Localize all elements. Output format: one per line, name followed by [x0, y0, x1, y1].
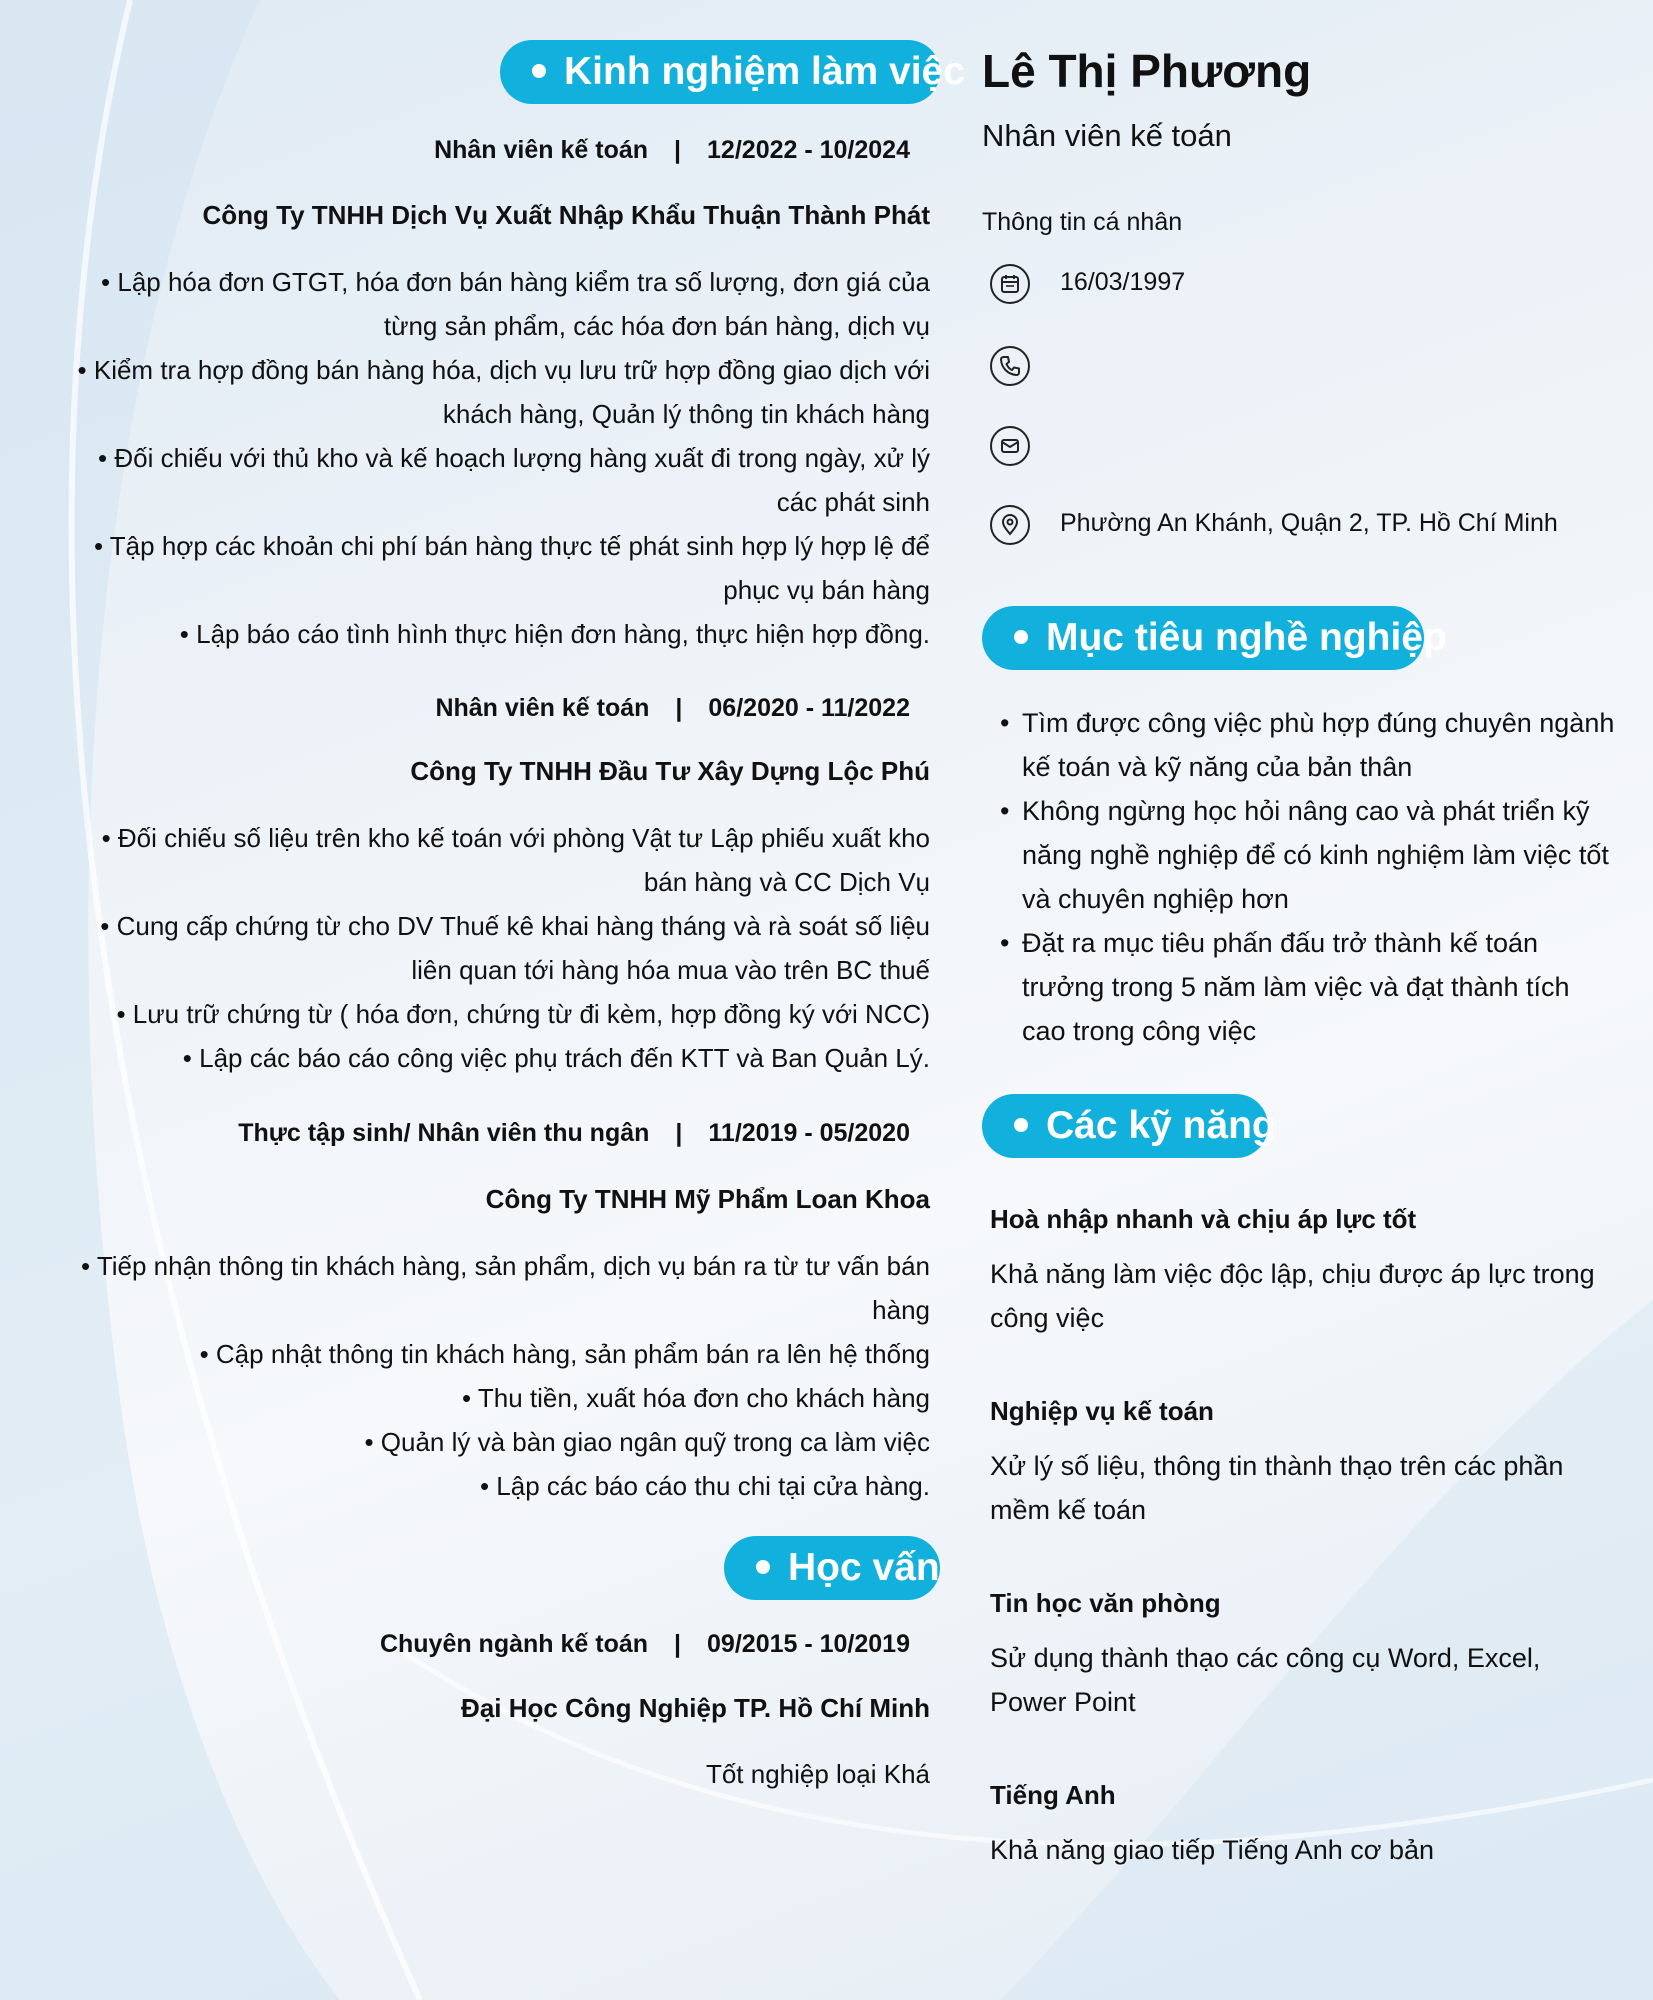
job-line: • Lập báo cáo tình hình thực hiện đơn hàng, thực hiện hợp đồng. — [179, 619, 930, 649]
calendar-icon — [990, 264, 1030, 304]
job-line: • Lập các báo cáo thu chi tại cửa hàng. — [479, 1471, 930, 1501]
education-start: 09/2015 — [707, 1630, 798, 1658]
skill-name: Hoà nhập nhanh và chịu áp lực tốt — [990, 1204, 1417, 1234]
skill-description: Sử dụng thành thạo các công cụ Word, Excel, Power Point — [990, 1643, 1541, 1717]
job-line: hàng — [872, 1295, 930, 1325]
personal-info-title: Thông tin cá nhân — [982, 208, 1183, 236]
location-icon — [990, 505, 1030, 545]
bullet-dot-icon — [1014, 630, 1028, 644]
job-title-line: Nhân viên kế toán | 06/2020 - 11/2022 — [435, 694, 910, 722]
school-name: Đại Học Công Nghiệp TP. Hồ Chí Minh — [461, 1693, 930, 1723]
job-start: 06/2020 — [708, 694, 799, 722]
job-end: 05/2020 — [819, 1119, 910, 1147]
job-title: Thực tập sinh/ Nhân viên thu ngân — [238, 1119, 650, 1147]
job-line: • Cập nhật thông tin khách hàng, sản phẩm bán ra lên hệ thống — [199, 1339, 930, 1369]
job-line: bán hàng và CC Dịch Vụ — [643, 867, 930, 897]
bullet-dot-icon — [532, 64, 546, 78]
skill-name: Tin học văn phòng — [990, 1588, 1221, 1618]
company-name: Công Ty TNHH Đầu Tư Xây Dựng Lộc Phú — [410, 756, 930, 786]
job-line: • Cung cấp chứng từ cho DV Thuế kê khai hàng tháng và rà soát số liệu — [100, 911, 930, 941]
education-note: Tốt nghiệp loại Khá — [705, 1759, 930, 1789]
objective-heading: Mục tiêu nghề nghiệp — [982, 606, 1424, 670]
job-end: 11/2022 — [821, 694, 910, 722]
job-line: • Đối chiếu số liệu trên kho kế toán với phòng Vật tư Lập phiếu xuất kho — [101, 823, 930, 853]
job-description — [70, 1244, 930, 1508]
job-line: phục vụ bán hàng — [723, 575, 930, 605]
company-name: Công Ty TNHH Dịch Vụ Xuất Nhập Khẩu Thuận Thành Phát — [202, 200, 930, 230]
candidate-role: Nhân viên kế toán — [982, 118, 1232, 153]
job-line: • Lập hóa đơn GTGT, hóa đơn bán hàng kiểm tra số lượng, đơn giá của — [101, 267, 930, 297]
education-heading: Học vấn — [724, 1536, 940, 1600]
job-line: • Lập các báo cáo công việc phụ trách đến KTT và Ban Quản Lý. — [182, 1043, 930, 1073]
education-major: Chuyên ngành kế toán — [379, 1630, 649, 1658]
bullet-dot-icon — [756, 1560, 770, 1574]
phone-icon — [990, 346, 1030, 386]
email-icon — [990, 426, 1030, 466]
job-line: • Tập hợp các khoản chi phí bán hàng thực tế phát sinh hợp lý hợp lệ để — [93, 531, 930, 561]
job-line: • Lưu trữ chứng từ ( hóa đơn, chứng từ đi kèm, hợp đồng ký với NCC) — [116, 999, 930, 1029]
skill-name: Nghiệp vụ kế toán — [990, 1396, 1214, 1426]
objective-item: • Không ngừng học hỏi nâng cao và phát triển kỹ năng nghề nghiệp để có kinh nghiệm làm việc tốt và chuyên nghiệp hơn — [1000, 789, 1620, 921]
job-line: • Quản lý và bàn giao ngân quỹ trong ca làm việc — [364, 1427, 930, 1457]
skill-description: Khả năng làm việc độc lập, chịu được áp lực trong công việc — [990, 1259, 1595, 1333]
skill-name: Tiếng Anh — [990, 1780, 1116, 1810]
job-title-line: Nhân viên kế toán | 12/2022 - 10/2024 — [434, 136, 910, 164]
job-description — [70, 816, 930, 1080]
job-start: 11/2019 — [708, 1119, 798, 1147]
job-line: các phát sinh — [776, 487, 930, 517]
objective-item: • Đặt ra mục tiêu phấn đấu trở thành kế toán trưởng trong 5 năm làm việc và đạt thành tích cao trong công việc — [1000, 921, 1620, 1053]
job-line: • Tiếp nhận thông tin khách hàng, sản phẩm, dịch vụ bán ra từ tư vấn bán — [80, 1251, 930, 1281]
objective-list — [1000, 701, 1620, 1053]
bullet-dot-icon — [1014, 1118, 1028, 1132]
address: Phường An Khánh, Quận 2, TP. Hồ Chí Minh — [1060, 509, 1558, 537]
job-title: Nhân viên kế toán — [435, 694, 650, 722]
job-end: 10/2024 — [819, 136, 910, 164]
company-name: Công Ty TNHH Mỹ Phẩm Loan Khoa — [485, 1184, 930, 1214]
experience-heading: Kinh nghiệm làm việc — [500, 40, 940, 104]
skills-heading: Các kỹ năng — [982, 1094, 1268, 1158]
job-line: khách hàng, Quản lý thông tin khách hàng — [442, 399, 930, 429]
job-line: liên quan tới hàng hóa mua vào trên BC thuế — [411, 955, 930, 985]
job-title-line: Thực tập sinh/ Nhân viên thu ngân | 11/2019 - 05/2020 — [238, 1119, 910, 1147]
job-line: từng sản phẩm, các hóa đơn bán hàng, dịch vụ — [383, 311, 930, 341]
job-line: • Thu tiền, xuất hóa đơn cho khách hàng — [462, 1383, 930, 1413]
skill-description: Khả năng giao tiếp Tiếng Anh cơ bản — [990, 1835, 1435, 1865]
candidate-name: Lê Thị Phương — [982, 45, 1312, 97]
objective-item: • Tìm được công việc phù hợp đúng chuyên ngành kế toán và kỹ năng của bản thân — [1000, 701, 1620, 789]
date-of-birth: 16/03/1997 — [1060, 268, 1186, 296]
job-description — [70, 260, 930, 656]
education-end: 10/2019 — [819, 1630, 910, 1658]
job-line: • Đối chiếu với thủ kho và kế hoạch lượng hàng xuất đi trong ngày, xử lý — [98, 443, 930, 473]
skill-description: Xử lý số liệu, thông tin thành thạo trên các phần mềm kế toán — [990, 1451, 1564, 1525]
job-line: • Kiểm tra hợp đồng bán hàng hóa, dịch vụ lưu trữ hợp đồng giao dịch với — [77, 355, 930, 385]
job-title: Nhân viên kế toán — [434, 136, 649, 164]
job-start: 12/2022 — [707, 136, 798, 164]
education-line: Chuyên ngành kế toán | 09/2015 - 10/2019 — [379, 1630, 910, 1658]
